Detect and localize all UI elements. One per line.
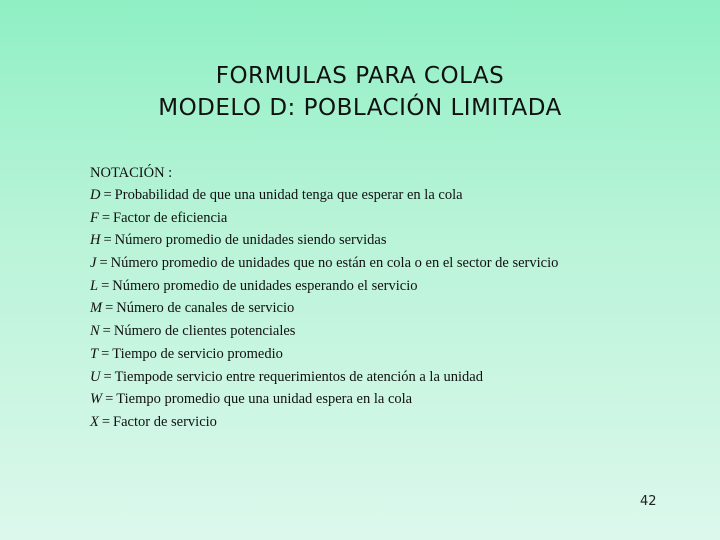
definition-text: Tiempo de servicio promedio — [112, 345, 283, 362]
definition-row — [90, 411, 558, 434]
equals-sign: = — [105, 391, 114, 408]
equals-sign: = — [105, 300, 114, 317]
definition-symbol: J — [90, 255, 97, 272]
definition-row — [90, 207, 558, 230]
definition-row — [90, 229, 558, 252]
equals-sign: = — [101, 209, 111, 226]
definition-symbol: M — [90, 300, 103, 317]
definition-symbol: N — [90, 323, 100, 340]
definition-symbol: U — [90, 368, 101, 385]
definition-row — [90, 366, 558, 389]
equals-sign: = — [102, 323, 111, 340]
notation-heading: NOTACIÓN : — [90, 165, 173, 181]
definition-row — [90, 184, 558, 207]
definition-text: Número de clientes potenciales — [113, 323, 296, 340]
definition-symbol: D — [90, 187, 101, 203]
definition-text: Número de canales de servicio — [116, 300, 295, 317]
definition-row — [90, 252, 558, 275]
definition-text: Factor de servicio — [113, 413, 217, 430]
definition-row — [90, 320, 558, 343]
definition-symbol: X — [90, 413, 99, 430]
definition-row — [90, 343, 558, 366]
definition-symbol: L — [90, 277, 99, 294]
definition-text: Factor de eficiencia — [113, 209, 228, 226]
definition-text: Número promedio de unidades esperando el servicio — [112, 277, 418, 294]
definition-text: Tiempo promedio que una unidad espera en la cola — [116, 391, 413, 408]
equals-sign: = — [101, 277, 110, 294]
definition-symbol: T — [90, 345, 99, 362]
title-line-1: FORMULAS PARA COLAS — [215, 63, 505, 89]
equals-sign: = — [101, 413, 111, 430]
equals-sign: = — [99, 255, 108, 272]
definition-row — [90, 275, 558, 298]
page-number: 42 — [640, 494, 657, 509]
definition-text: Número promedio de unidades siendo servidas — [114, 232, 387, 249]
definition-symbol: H — [90, 232, 101, 249]
definition-text: Tiempode servicio entre requerimientos de atención a la unidad — [114, 368, 483, 385]
equals-sign: = — [103, 232, 112, 249]
notation-block — [90, 162, 558, 434]
definition-row — [90, 388, 558, 411]
definition-symbol: W — [90, 391, 103, 408]
definition-text: Probabilidad de que una unidad tenga que esperar en la cola — [114, 187, 463, 203]
equals-sign: = — [103, 187, 112, 203]
equals-sign: = — [103, 368, 112, 385]
slide-title — [0, 60, 720, 124]
equals-sign: = — [101, 345, 110, 362]
definition-row — [90, 297, 558, 320]
definition-symbol: F — [90, 209, 99, 226]
title-line-2: MODELO D: POBLACIÓN LIMITADA — [158, 95, 562, 121]
definition-text: Número promedio de unidades que no están en cola o en el sector de servicio — [110, 255, 559, 272]
